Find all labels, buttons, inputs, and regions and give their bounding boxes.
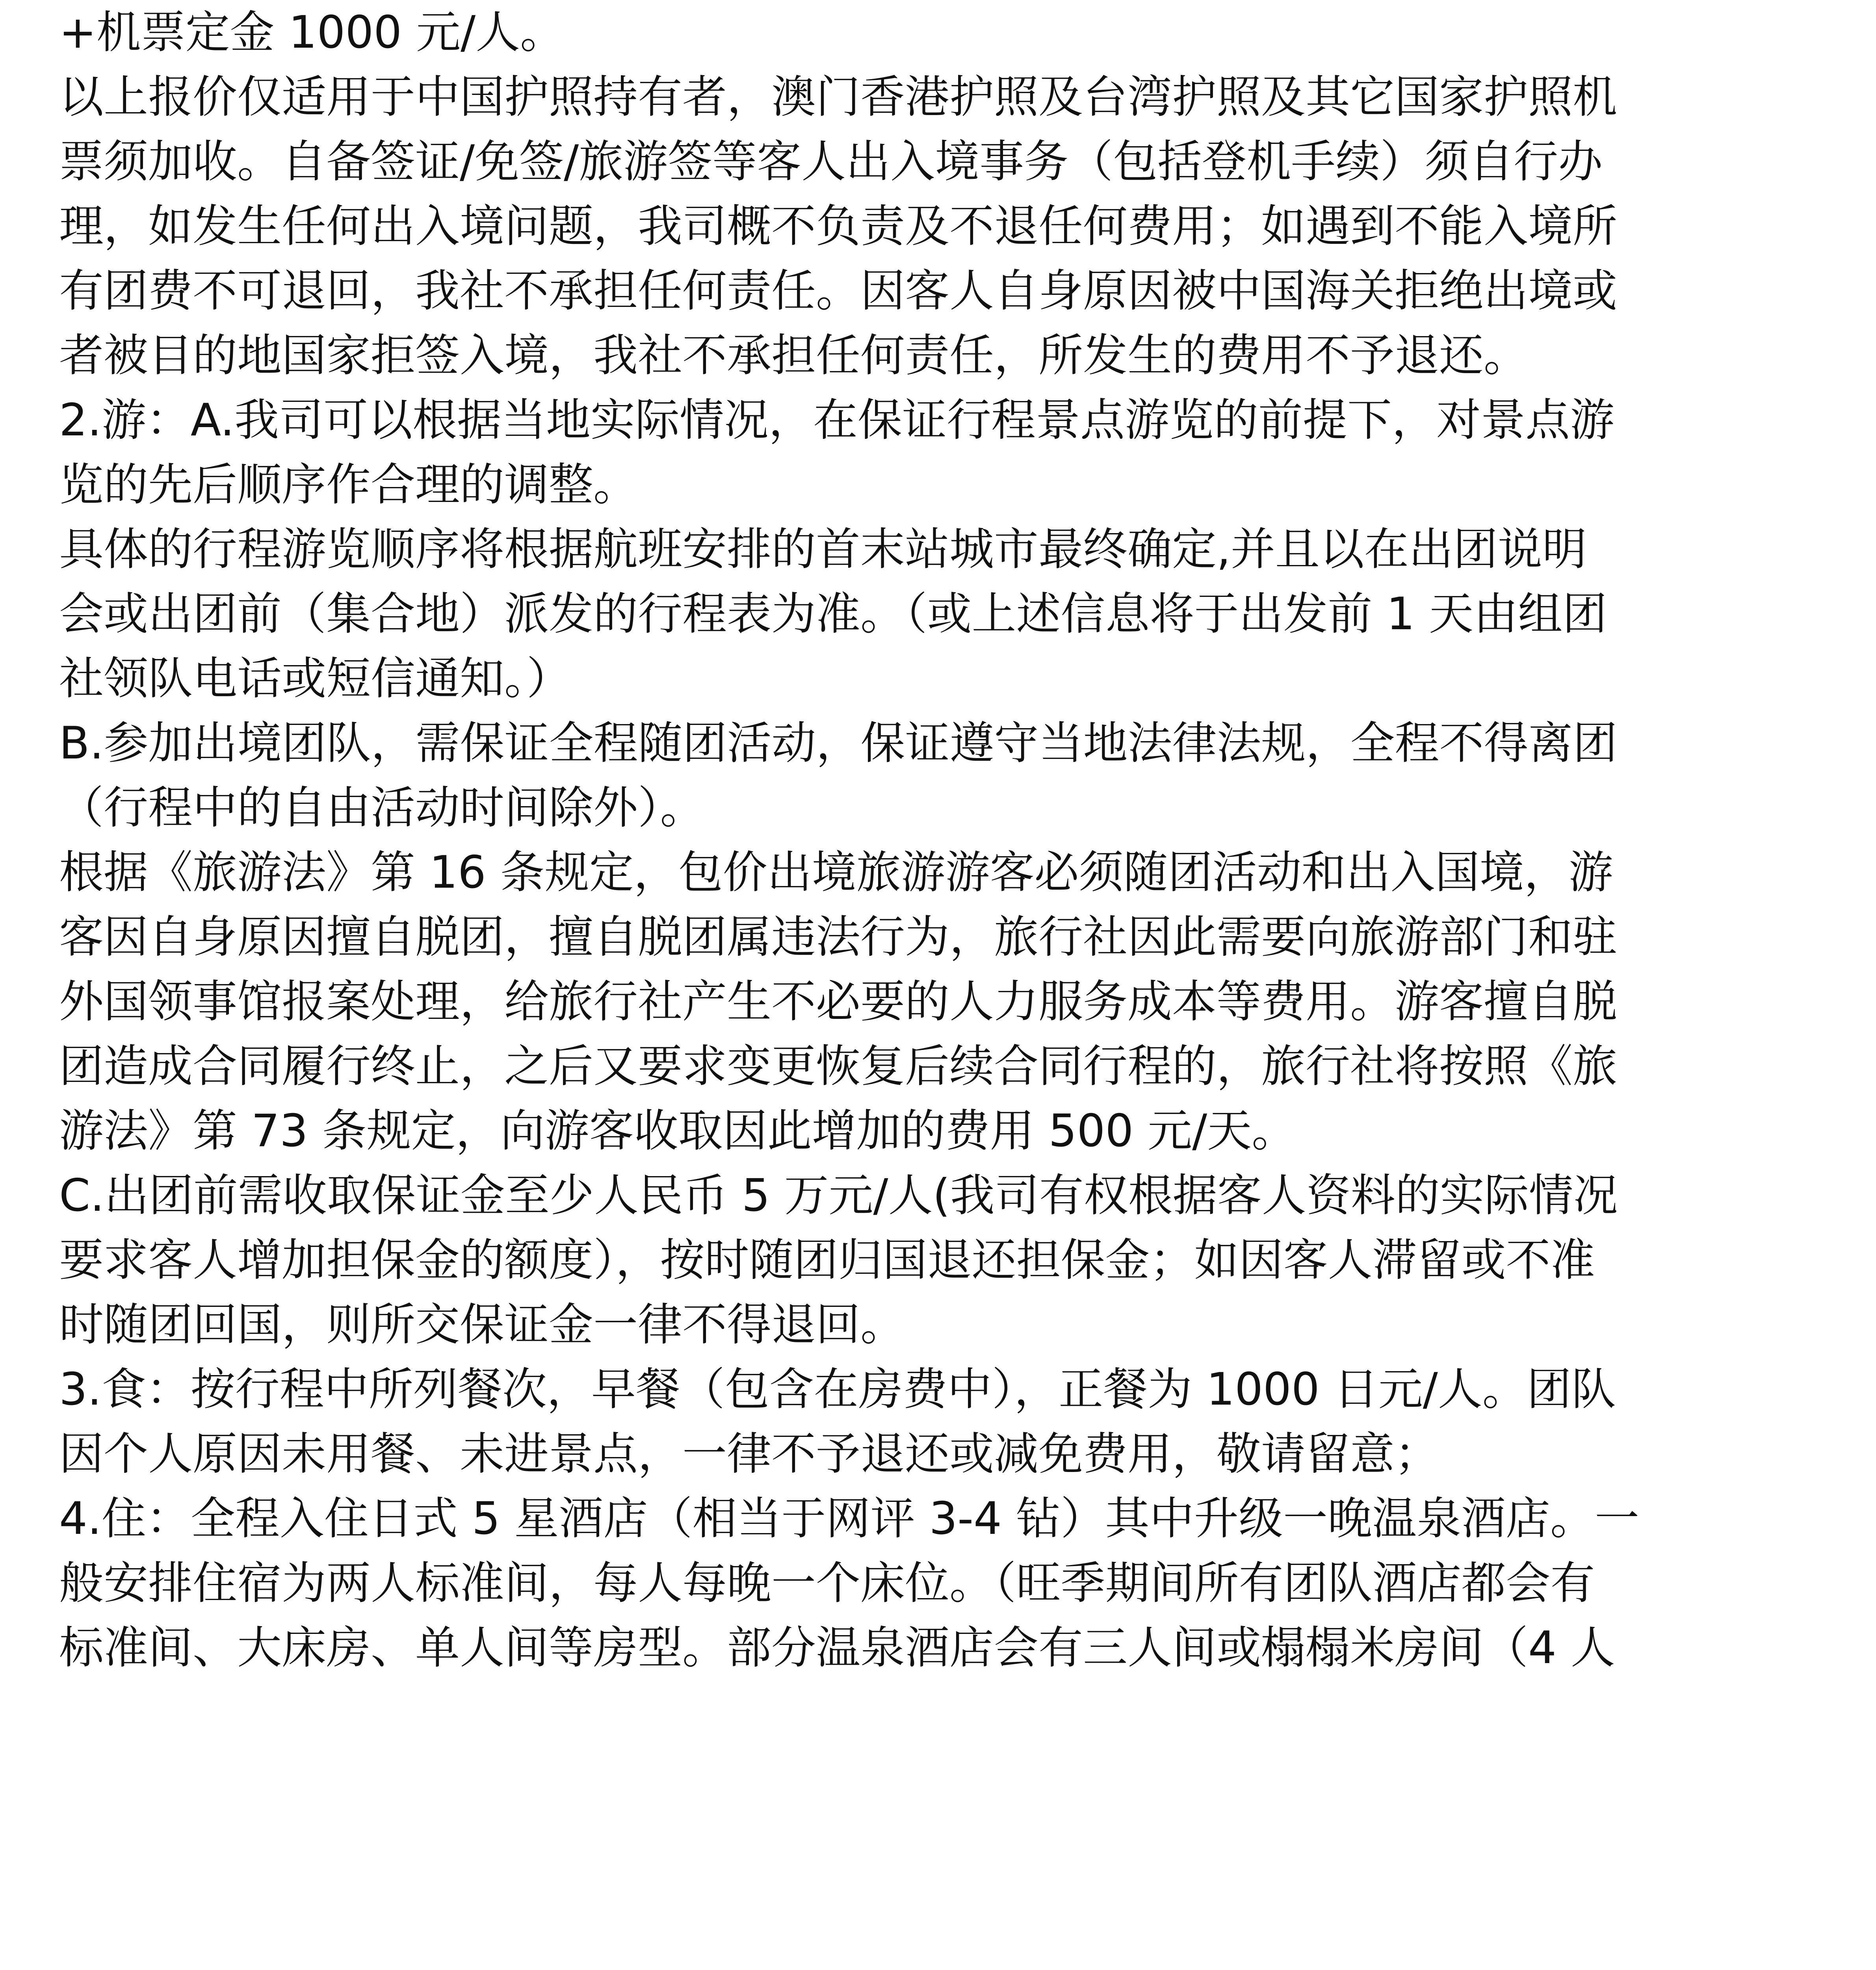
text-line: 2.游：A.我司可以根据当地实际情况，在保证行程景点游览的前提下，对景点游: [59, 394, 1615, 446]
text-line: 3.食：按行程中所列餐次，早餐（包含在房费中），正餐为 1000 日元/人。团队: [59, 1363, 1616, 1415]
text-line: 会或出团前（集合地）派发的行程表为准。（或上述信息将于出发前 1 天由组团: [59, 588, 1607, 640]
text-line: （行程中的自由活动时间除外）。: [59, 782, 705, 834]
text-line: 社领队电话或短信通知。）: [59, 652, 571, 704]
text-line: +机票定金 1000 元/人。: [59, 6, 565, 58]
text-line: 理，如发生任何出入境问题，我司概不负责及不退任何费用；如遇到不能入境所: [59, 200, 1617, 252]
text-line: 标准间、大床房、单人间等房型。部分温泉酒店会有三人间或榻榻米房间（4 人: [59, 1622, 1615, 1674]
text-line: 览的先后顺序作合理的调整。: [59, 459, 638, 511]
text-line: 根据《旅游法》第 16 条规定，包价出境旅游游客必须随团活动和出入国境，游: [59, 846, 1613, 898]
text-line: B.参加出境团队，需保证全程随团活动，保证遵守当地法律法规，全程不得离团: [59, 717, 1618, 769]
text-line: 票须加收。自备签证/免签/旅游签等客人出入境事务（包括登机手续）须自行办: [59, 136, 1603, 188]
text-line: 4.住：全程入住日式 5 星酒店（相当于网评 3-4 钻）其中升级一晚温泉酒店。一: [59, 1492, 1639, 1544]
text-line: 以上报价仅适用于中国护照持有者，澳门香港护照及台湾护照及其它国家护照机: [59, 71, 1617, 123]
text-line: 游法》第 73 条规定，向游客收取因此增加的费用 500 元/天。: [59, 1105, 1296, 1157]
text-line: 具体的行程游览顺序将根据航班安排的首末站城市最终确定,并且以在出团说明: [59, 523, 1587, 575]
text-line: 要求客人增加担保金的额度），按时随团归国退还担保金；如因客人滞留或不准: [59, 1234, 1595, 1286]
text-line: 者被目的地国家拒签入境，我社不承担任何责任，所发生的费用不予退还。: [59, 329, 1528, 381]
text-line: 因个人原因未用餐、未进景点，一律不予退还或减免费用，敬请留意；: [59, 1428, 1439, 1480]
text-line: 时随团回国，则所交保证金一律不得退回。: [59, 1299, 905, 1351]
document-body: [59, 0, 1816, 1680]
text-line: 有团费不可退回，我社不承担任何责任。因客人自身原因被中国海关拒绝出境或: [59, 265, 1617, 317]
text-line: 般安排住宿为两人标准间，每人每晚一个床位。（旺季期间所有团队酒店都会有: [59, 1557, 1595, 1609]
text-line: C.出团前需收取保证金至少人民币 5 万元/人(我司有权根据客人资料的实际情况: [59, 1169, 1618, 1221]
text-line: 外国领事馆报案处理，给旅行社产生不必要的人力服务成本等费用。游客擅自脱: [59, 976, 1617, 1028]
text-line: 客因自身原因擅自脱团，擅自脱团属违法行为，旅行社因此需要向旅游部门和驻: [59, 911, 1617, 963]
text-line: 团造成合同履行终止，之后又要求变更恢复后续合同行程的，旅行社将按照《旅: [59, 1040, 1617, 1092]
